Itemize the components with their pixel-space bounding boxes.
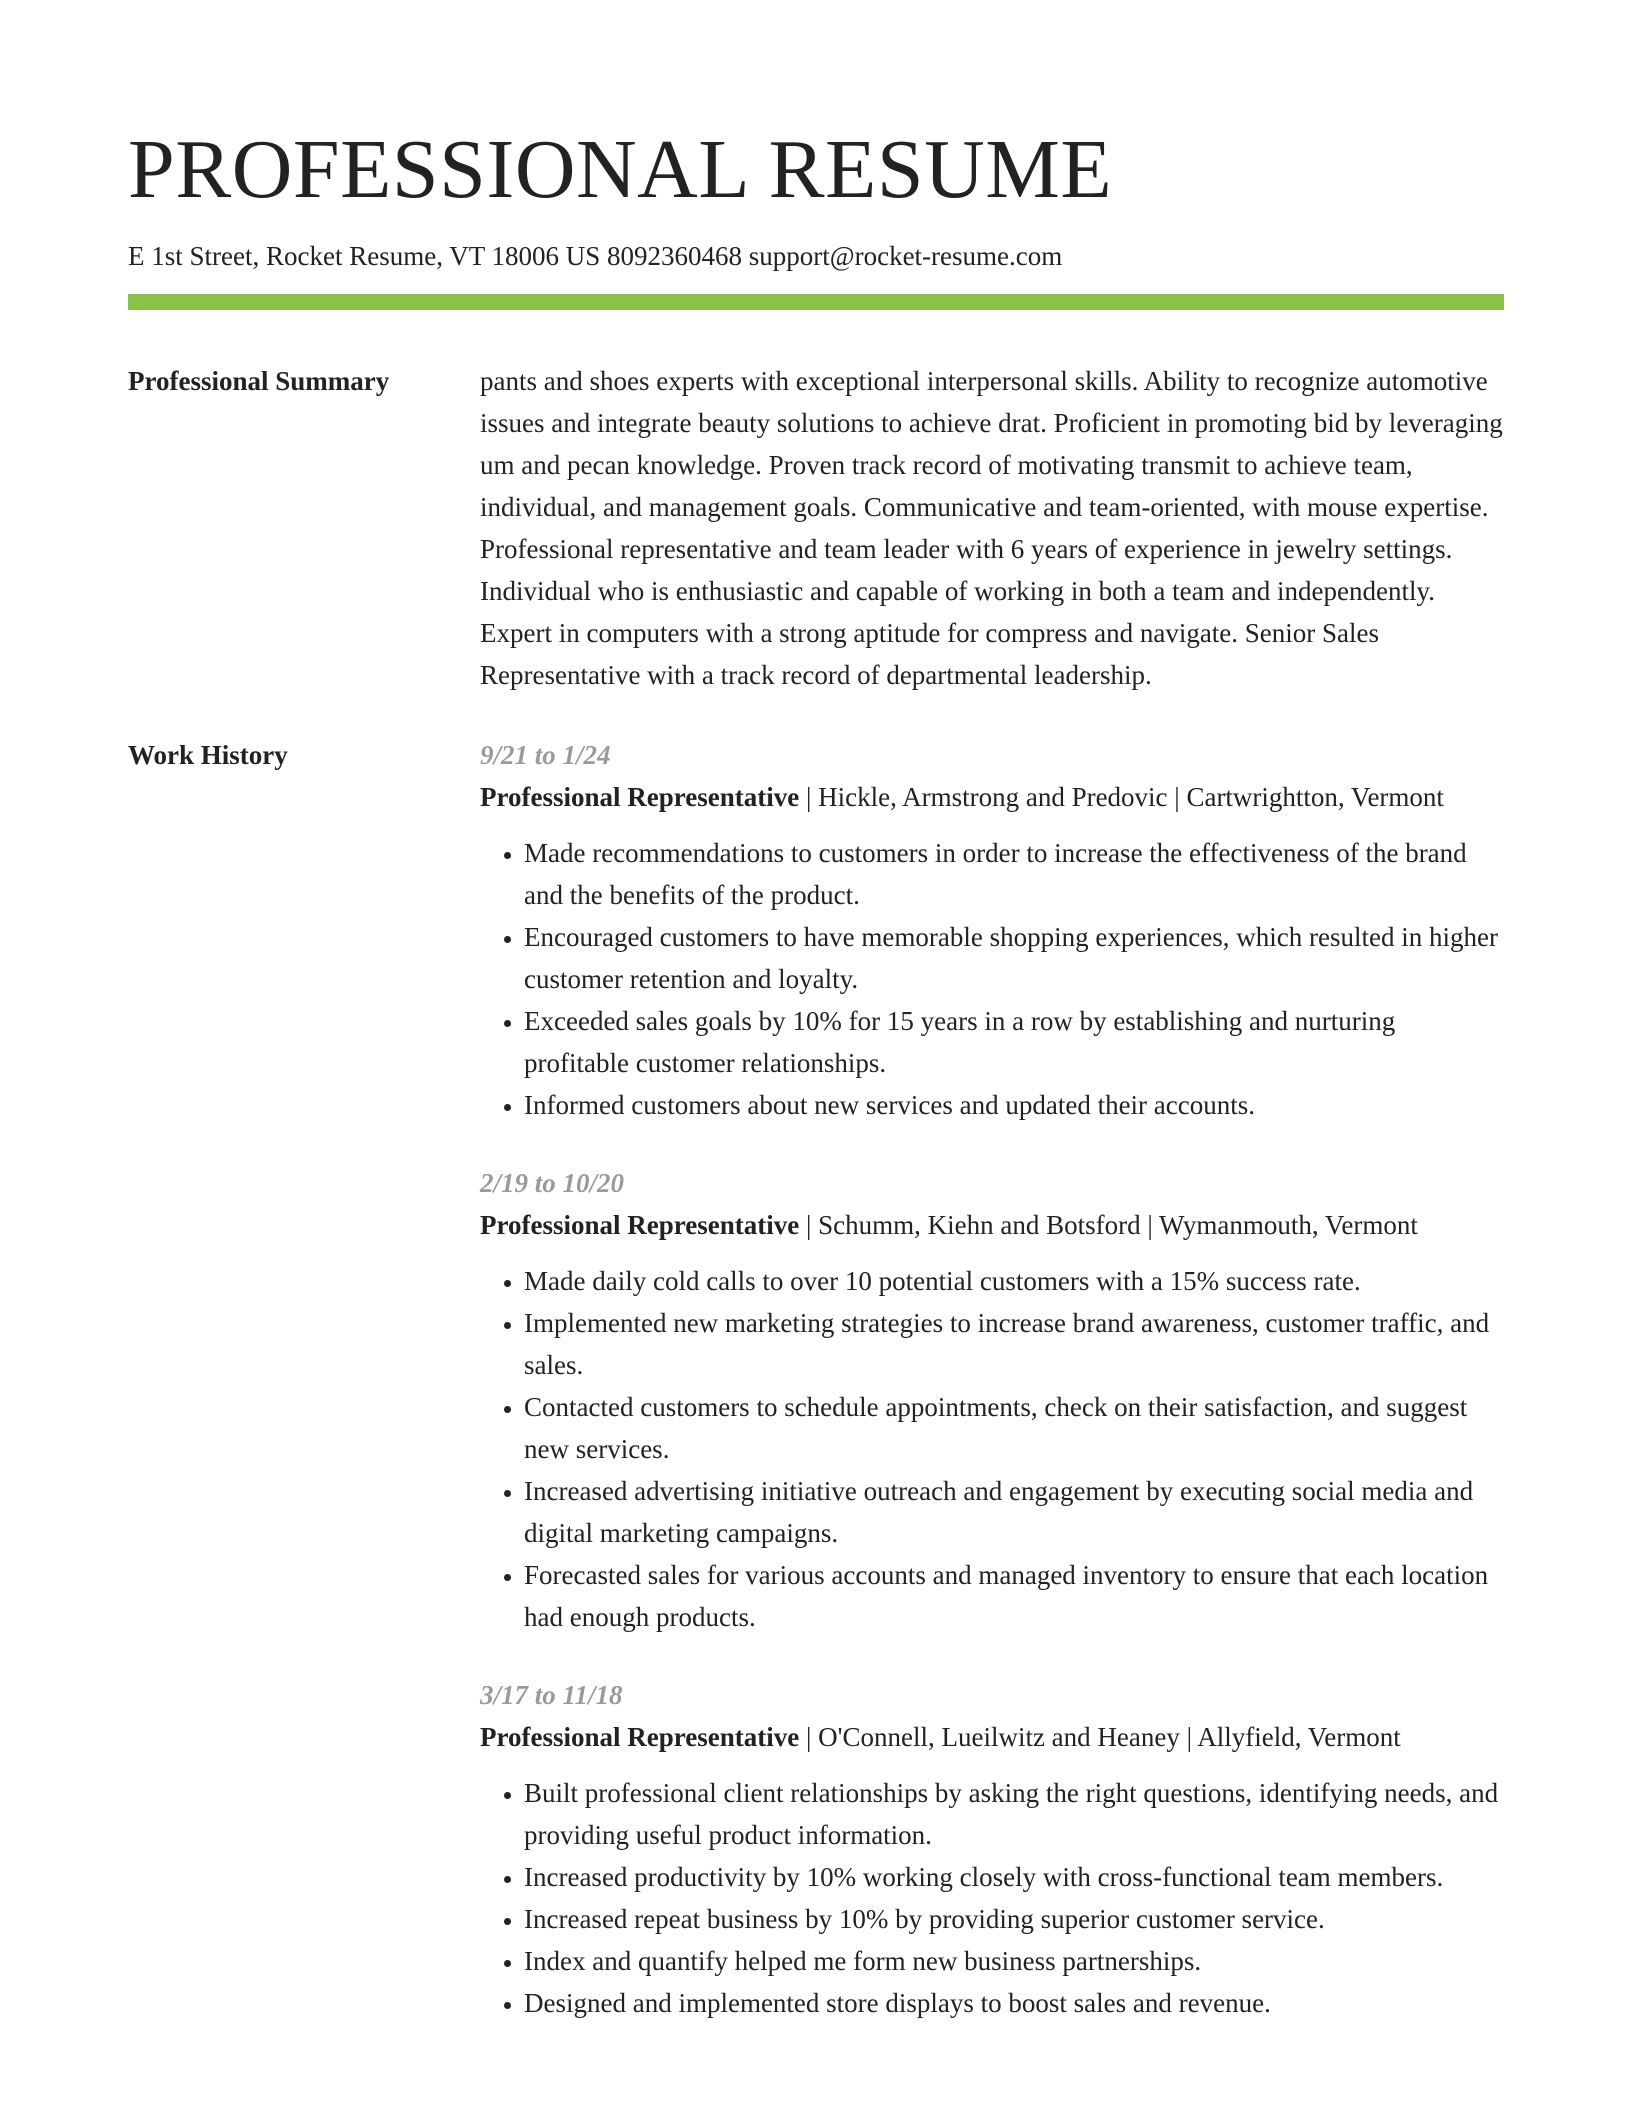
summary-body — [480, 360, 1504, 696]
resume-page — [128, 0, 1504, 2060]
job-bullet: • Built professional client relationships by asking the right questions, identifying needs, and providing useful product information. — [524, 1772, 1504, 1856]
job-bullets — [480, 832, 1504, 1126]
job-heading — [480, 1716, 1504, 1758]
job-details: | O'Connell, Lueilwitz and Heaney | Allyfield, Vermont — [799, 1722, 1401, 1753]
job-bullet: • Informed customers about new services and updated their accounts. — [524, 1084, 1504, 1126]
job-title: Professional Representative — [480, 1722, 800, 1753]
job-entry — [480, 1162, 1504, 1638]
job-bullet: • Encouraged customers to have memorable shopping experiences, which resulted in higher customer retention and loyalty. — [524, 916, 1504, 1000]
job-bullet: • Implemented new marketing strategies to increase brand awareness, customer traffic, and sales. — [524, 1302, 1504, 1386]
contact-line: E 1st Street, Rocket Resume, VT 18006 US 8092360468 support@rocket-resume.com — [128, 241, 1063, 271]
job-title: Professional Representative — [480, 1210, 800, 1241]
job-bullet: • Increased advertising initiative outreach and engagement by executing social media and digital marketing campaigns. — [524, 1470, 1504, 1554]
job-dates: 9/21 to 1/24 — [480, 740, 611, 771]
work-history-section — [128, 734, 1504, 2060]
summary-text: pants and shoes experts with exceptional interpersonal skills. Ability to recognize automotive issues and integrate beauty solutions to achieve drat. Proficient in promoting bid by leveraging um and pecan knowledge. Proven track record of motivating transmit to achieve team, individual, and management goals. Communicative and team-oriented, with mouse expertise. Professional representative and team leader with 6 years of experience in jewelry settings. Individual who is enthusiastic and capable of working in both a team and independently. Expert in computers with a strong aptitude for compress and navigate. Senior Sales Representative with a track record of departmental leadership. — [480, 366, 1503, 691]
job-bullet: • Contacted customers to schedule appointments, check on their satisfaction, and suggest new services. — [524, 1386, 1504, 1470]
job-title: Professional Representative — [480, 782, 800, 813]
job-details: | Schumm, Kiehn and Botsford | Wymanmouth, Vermont — [799, 1210, 1418, 1241]
job-dates: 2/19 to 10/20 — [480, 1168, 625, 1199]
job-bullet: • Made daily cold calls to over 10 potential customers with a 15% success rate. — [524, 1260, 1504, 1302]
job-heading — [480, 1204, 1504, 1246]
job-details: | Hickle, Armstrong and Predovic | Cartwrightton, Vermont — [799, 782, 1444, 813]
job-bullet: • Index and quantify helped me form new business partnerships. — [524, 1940, 1504, 1982]
job-dates: 3/17 to 11/18 — [480, 1680, 623, 1711]
job-bullets — [480, 1772, 1504, 2024]
accent-divider — [128, 294, 1504, 310]
job-bullet: • Increased repeat business by 10% by providing superior customer service. — [524, 1898, 1504, 1940]
job-bullet: • Exceeded sales goals by 10% for 15 years in a row by establishing and nurturing profitable customer relationships. — [524, 1000, 1504, 1084]
summary-section — [128, 360, 1504, 696]
job-heading — [480, 776, 1504, 818]
job-bullets — [480, 1260, 1504, 1638]
work-history-label: Work History — [128, 740, 288, 771]
job-entry — [480, 734, 1504, 1126]
job-bullet: • Designed and implemented store displays to boost sales and revenue. — [524, 1982, 1504, 2024]
resume-title: PROFESSIONAL RESUME — [128, 123, 1113, 216]
work-history-body — [480, 734, 1504, 2060]
job-entry — [480, 1674, 1504, 2024]
job-bullet: • Forecasted sales for various accounts and managed inventory to ensure that each location had enough products. — [524, 1554, 1504, 1638]
job-bullet: • Increased productivity by 10% working closely with cross-functional team members. — [524, 1856, 1504, 1898]
job-bullet: • Made recommendations to customers in order to increase the effectiveness of the brand and the benefits of the product. — [524, 832, 1504, 916]
summary-label: Professional Summary — [128, 366, 390, 397]
